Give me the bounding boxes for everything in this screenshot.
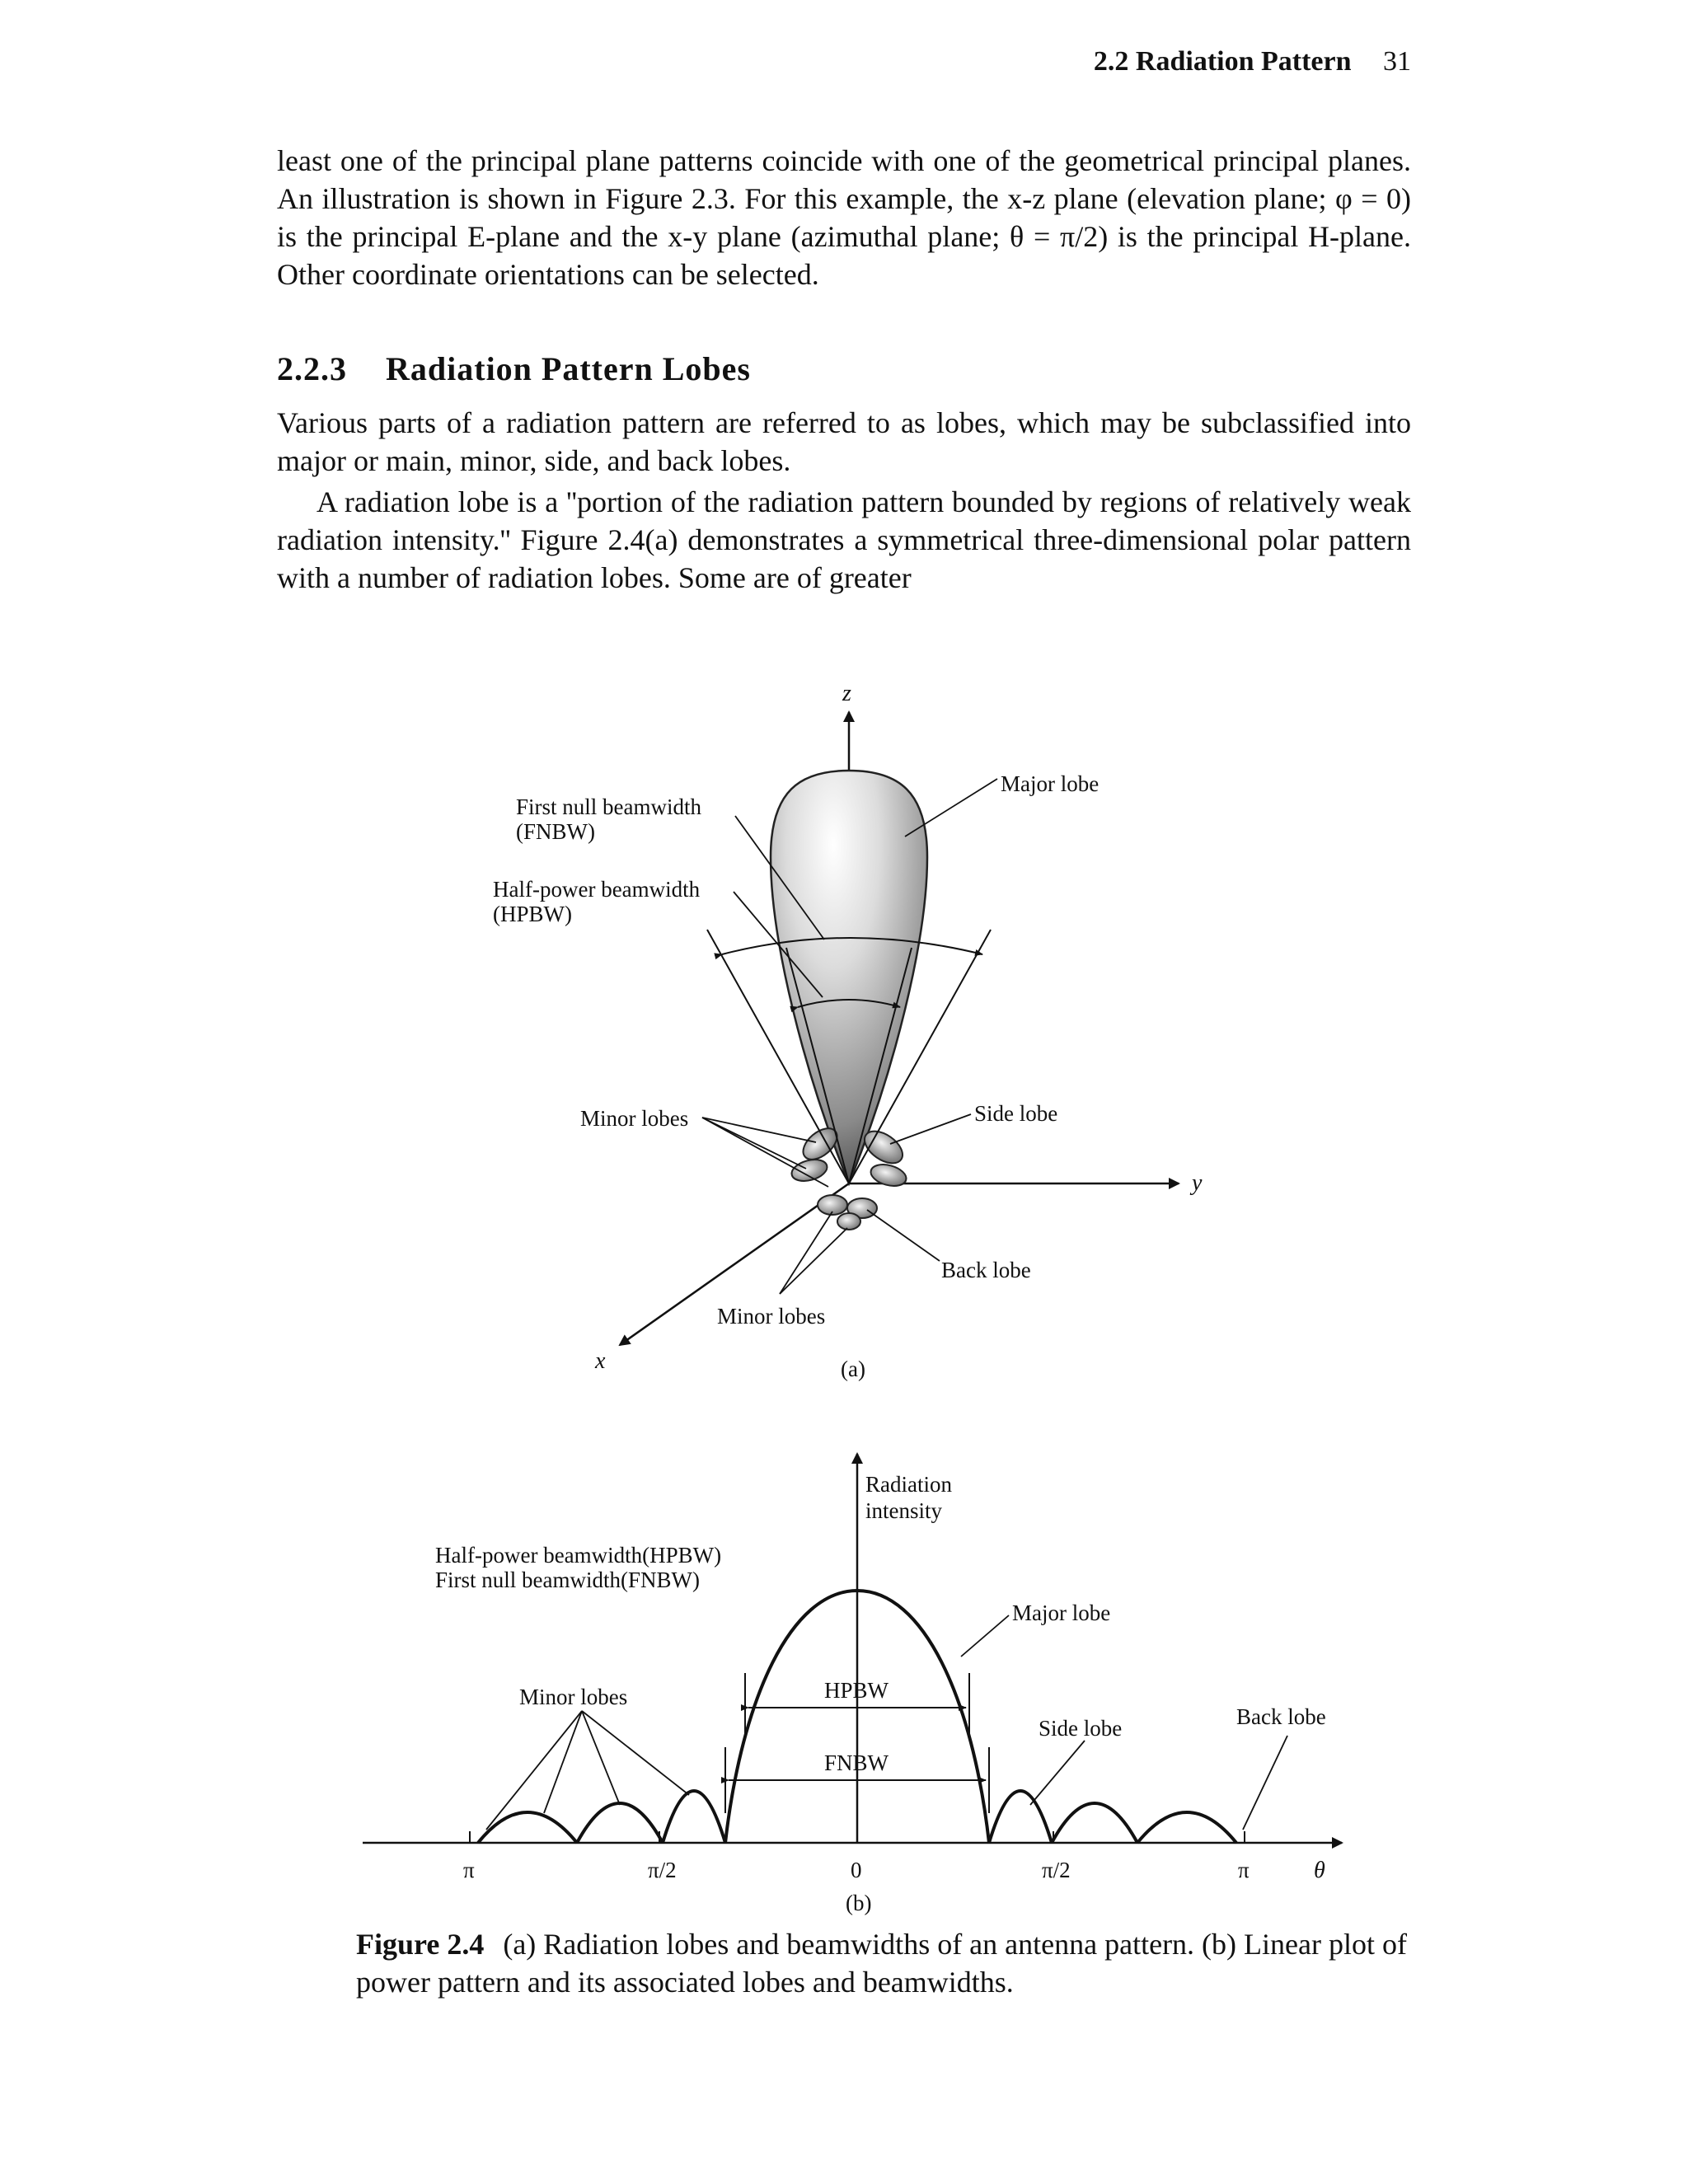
minor-lobes-leader xyxy=(544,1711,582,1813)
major-lobe-label: Major lobe xyxy=(1001,771,1100,796)
minor-lobe-shape xyxy=(837,1213,860,1230)
minor-lobe-curve xyxy=(478,1812,577,1843)
back-lobe-leader xyxy=(1243,1736,1287,1830)
side-lobe-leader xyxy=(1030,1741,1085,1805)
caption-text: (a) Radiation lobes and beamwidths of an antenna pattern. (b) Linear plot of power pattern and its associated lobes and beamwidths. xyxy=(356,1928,1407,1999)
minor-lobes-leader xyxy=(582,1711,689,1795)
section-title: Radiation Pattern Lobes xyxy=(386,350,751,387)
minor-lobes-bottom-leader xyxy=(780,1212,832,1294)
back-lobe-curve xyxy=(1137,1812,1236,1843)
tick-label-zero: 0 xyxy=(851,1858,862,1882)
minor-lobe-curve xyxy=(1052,1803,1137,1843)
theta-axis-label: θ xyxy=(1314,1858,1325,1883)
side-lobe-label: Side lobe xyxy=(974,1101,1058,1126)
back-lobe-label: Back lobe xyxy=(1236,1704,1326,1729)
tick-label-pi-right: π xyxy=(1238,1858,1250,1882)
tick-label-half-pi-left: π/2 xyxy=(648,1858,677,1882)
tick-label-half-pi-right: π/2 xyxy=(1042,1858,1071,1882)
minor-lobes-leader xyxy=(702,1118,816,1142)
minor-lobes-label: Minor lobes xyxy=(580,1106,689,1131)
hpbw-label: HPBW xyxy=(824,1678,889,1703)
y-axis-label: y xyxy=(1192,1170,1203,1196)
hpbw-label-line1: Half-power beamwidth xyxy=(493,877,701,902)
side-lobe-label: Side lobe xyxy=(1039,1716,1123,1741)
header-section-title: 2.2 Radiation Pattern xyxy=(1093,46,1352,77)
radiation-intensity-line1: Radiation xyxy=(865,1472,952,1497)
tick-label-pi-left: π xyxy=(463,1858,475,1882)
section-number: 2.2.3 xyxy=(277,350,347,387)
minor-lobe-shape xyxy=(869,1161,909,1190)
minor-lobes-leader xyxy=(702,1118,806,1169)
hpbw-full-label: Half-power beamwidth(HPBW) xyxy=(435,1543,722,1568)
hpbw-label-line2: (HPBW) xyxy=(493,902,572,926)
radiation-intensity-line2: intensity xyxy=(865,1498,942,1523)
paragraph-1: least one of the principal plane patterns coincide with one of the geometrical principal planes. An illustration is shown in Figure 2.3. For this example, the x-z plane (elevation plane; φ = 0) is the principal E-plane and the x-y plane (azimuthal plane; θ = π/2) is the principal H-plane. Other coordinate orientations can be selected. xyxy=(277,144,1411,291)
side-lobe-leader xyxy=(890,1114,971,1144)
major-lobe-leader xyxy=(961,1615,1009,1657)
fnbw-label-line1: First null beamwidth xyxy=(516,794,701,819)
figure-b-sublabel: (b) xyxy=(846,1891,872,1915)
z-axis-label: z xyxy=(842,681,851,706)
minor-lobes-bottom-leader xyxy=(780,1228,847,1294)
figure-a-3d-pattern xyxy=(493,681,1203,1381)
fnbw-label: FNBW xyxy=(824,1750,889,1775)
page-number: 31 xyxy=(1383,46,1411,77)
back-lobe-label: Back lobe xyxy=(941,1258,1031,1282)
back-lobe-leader xyxy=(867,1210,940,1261)
figure-a-sublabel: (a) xyxy=(841,1357,865,1381)
figure-b-linear-plot xyxy=(363,1454,1342,1915)
figure-caption xyxy=(356,1925,1411,2001)
major-lobe-label: Major lobe xyxy=(1012,1601,1111,1625)
minor-lobe-curve xyxy=(663,1791,725,1843)
paragraph-3: A radiation lobe is a ''portion of the radiation pattern bounded by regions of relatively weak radiation intensity.'' Figure 2.4(a) demonstrates a symmetrical three-dimensional polar pattern with a number of radiation lobes. Some are of greater xyxy=(277,485,1411,594)
minor-lobes-bottom-label: Minor lobes xyxy=(717,1304,826,1329)
minor-lobe-curve xyxy=(577,1803,663,1843)
caption-figure-label: Figure 2.4 xyxy=(356,1928,485,1961)
x-axis-label: x xyxy=(595,1348,606,1374)
side-lobe-curve xyxy=(989,1791,1052,1843)
minor-lobes-label: Minor lobes xyxy=(519,1685,628,1709)
fnbw-label-line2: (FNBW) xyxy=(516,819,595,844)
paragraph-2: Various parts of a radiation pattern are referred to as lobes, which may be subclassified into major or main, minor, side, and back lobes. xyxy=(277,406,1411,477)
minor-lobe-shape xyxy=(790,1156,830,1185)
fnbw-full-label: First null beamwidth(FNBW) xyxy=(435,1568,700,1592)
